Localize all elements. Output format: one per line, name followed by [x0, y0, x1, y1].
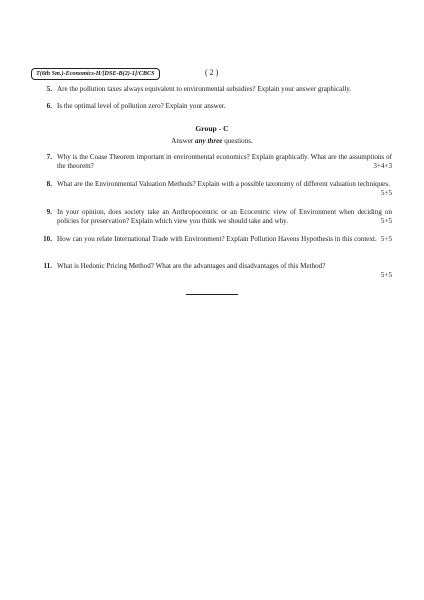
- question-text: What are the Environmental Valuation Methods? Explain with a possible taxonomy of different valuation techniques.: [57, 180, 390, 188]
- page-number: ( 2 ): [205, 68, 219, 77]
- group-c-instruction: [0, 137, 424, 146]
- question-6: [30, 102, 392, 111]
- question-9: [30, 208, 392, 226]
- question-text: Why is the Coase Theorem important in environmental economics? Explain graphically. What are the assumptions of the theorem?: [57, 153, 392, 171]
- question-number: 6.: [46, 102, 52, 110]
- question-marks: 5+5: [380, 189, 392, 198]
- instruction-prefix: Answer: [171, 137, 196, 145]
- question-text: Is the optimal level of pollution zero? Explain your answer.: [57, 102, 226, 110]
- question-number: 5.: [46, 85, 52, 93]
- question-marks: 5+5: [380, 271, 392, 280]
- question-number: 7.: [46, 153, 52, 161]
- question-text: In your opinion, does society take an Anthropocentric or an Ecocentric view of Environment when deciding on policies for preservation? Explain which view you think we should take and why.: [57, 208, 392, 226]
- question-number: 9.: [46, 208, 52, 216]
- question-number: 8.: [46, 180, 52, 188]
- question-number: 10.: [43, 235, 52, 243]
- question-marks: 5+5: [380, 217, 392, 226]
- question-5: [30, 85, 392, 94]
- question-8: [30, 180, 392, 198]
- question-text: What is Hedonic Pricing Method? What are the advantages and disadvantages of this Method?: [57, 262, 326, 270]
- instruction-suffix: questions.: [222, 137, 253, 145]
- end-divider: [186, 294, 238, 295]
- paper-code-label: T(6th Sm.)-Economics-H/[DSE-B(2)-1]/CBCS: [31, 68, 160, 80]
- group-c-heading: Group - C: [195, 124, 229, 133]
- question-7: [30, 153, 392, 171]
- question-10: [30, 235, 392, 244]
- question-marks: 3+4+3: [373, 162, 392, 171]
- question-text: How can you relate International Trade with Environment? Explain Pollution Havens Hypothesis in this context.: [57, 235, 377, 243]
- question-marks: 5+5: [380, 235, 392, 243]
- question-text: Are the pollution taxes always equivalent to environmental subsidies? Explain your answer graphically.: [57, 85, 352, 93]
- question-11: [30, 262, 392, 280]
- question-number: 11.: [43, 262, 52, 270]
- instruction-emphasis: any three: [195, 137, 223, 145]
